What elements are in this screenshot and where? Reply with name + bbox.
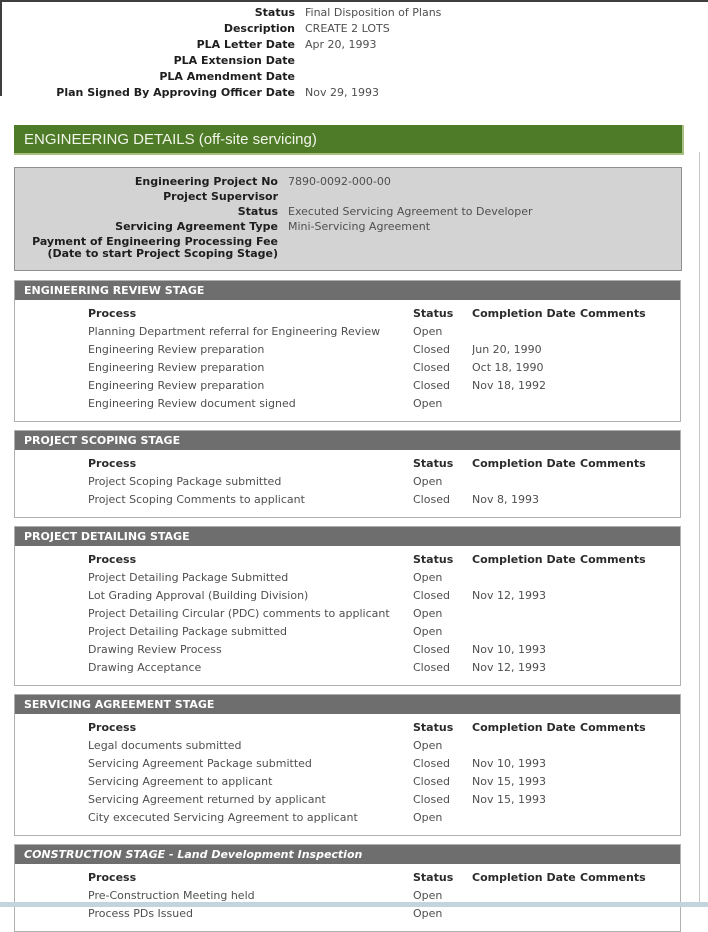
process-column-header: Process [88,721,137,734]
field-label: Status [237,205,278,218]
process-row [15,623,680,641]
comments-cell [580,659,680,677]
plan-field-row-0 [0,5,708,21]
stage-title-bar: ENGINEERING REVIEW STAGE [15,281,680,300]
process-cell: Project Detailing Package submitted [88,625,287,638]
process-row [15,773,680,791]
comments-cell [580,359,680,377]
status-cell: Closed [413,343,450,356]
status-cell: Closed [413,661,450,674]
plan-field-row-3 [0,53,708,69]
stage-section-4 [14,844,681,932]
stage-section-1 [14,430,681,518]
comments-column-header: Comments [580,553,646,566]
status-cell: Closed [413,589,450,602]
comments-cell [580,491,680,509]
process-row [15,755,680,773]
process-cell: Process PDs Issued [88,907,193,920]
completion-date-cell [472,473,580,491]
completion-date-cell: Nov 15, 1993 [472,775,546,788]
field-value: Final Disposition of Plans [305,6,442,19]
process-row [15,395,680,413]
table-header-row [15,305,680,323]
comments-cell [580,587,680,605]
plan-field-row-4 [0,69,708,85]
process-cell: City excecuted Servicing Agreement to applicant [88,811,358,824]
status-cell: Open [413,397,443,410]
status-cell: Closed [413,775,450,788]
comments-column-header: Comments [580,307,646,320]
stage-section-3 [14,694,681,836]
process-row [15,569,680,587]
table-header-row [15,551,680,569]
field-label: Payment of Engineering Processing Fee (Date to start Project Scoping Stage) [15,236,278,260]
completion-date-cell: Nov 8, 1993 [472,493,539,506]
process-cell: Planning Department referral for Engineering Review [88,325,381,338]
table-header-row [15,719,680,737]
field-label-line2: (Date to start Project Scoping Stage) [47,247,278,260]
process-row [15,491,680,509]
status-cell: Closed [413,361,450,374]
field-label: Plan Signed By Approving Officer Date [56,86,295,99]
completion-date-cell [472,809,580,827]
process-row [15,473,680,491]
completion-date-cell [472,323,580,341]
process-column-header: Process [88,307,137,320]
field-label: PLA Letter Date [196,38,295,51]
completion-date-column-header: Completion Date [472,721,576,734]
completion-date-cell: Nov 10, 1993 [472,643,546,656]
project-field-row-0 [15,174,681,189]
process-cell: Engineering Review preparation [88,361,265,374]
field-label: Engineering Project No [134,175,278,188]
table-header-row [15,869,680,887]
comments-cell [580,395,680,413]
status-cell: Open [413,325,443,338]
process-cell: Legal documents submitted [88,739,242,752]
stage-title-bar: SERVICING AGREEMENT STAGE [15,695,680,714]
completion-date-cell [472,905,580,923]
process-cell: Project Scoping Comments to applicant [88,493,305,506]
completion-date-cell [472,737,580,755]
process-column-header: Process [88,871,137,884]
comments-cell [580,773,680,791]
right-edge-line [699,152,700,907]
project-field-row-4 [15,234,681,260]
stage-table [15,305,680,413]
engineering-details-title: ENGINEERING DETAILS (off-site servicing) [24,130,317,148]
status-cell: Open [413,811,443,824]
process-row [15,323,680,341]
process-cell: Lot Grading Approval (Building Division) [88,589,309,602]
process-row [15,905,680,923]
completion-date-column-header: Completion Date [472,457,576,470]
field-label: PLA Amendment Date [159,70,295,83]
process-cell: Project Scoping Package submitted [88,475,282,488]
engineering-project-info-box [14,167,682,271]
status-cell: Closed [413,379,450,392]
process-cell: Drawing Review Process [88,643,222,656]
process-column-header: Process [88,457,137,470]
status-cell: Closed [413,757,450,770]
process-cell: Engineering Review preparation [88,379,265,392]
process-cell: Project Detailing Circular (PDC) comments to applicant [88,607,390,620]
process-cell: Servicing Agreement returned by applicant [88,793,326,806]
process-row [15,791,680,809]
completion-date-cell: Nov 18, 1992 [472,379,546,392]
status-cell: Open [413,607,443,620]
comments-cell [580,473,680,491]
completion-date-column-header: Completion Date [472,553,576,566]
process-cell: Project Detailing Package Submitted [88,571,289,584]
plan-summary-form [0,0,708,101]
field-label: Description [223,22,295,35]
comments-cell [580,623,680,641]
completion-date-cell [472,395,580,413]
process-row [15,587,680,605]
process-cell: Engineering Review preparation [88,343,265,356]
completion-date-cell [472,605,580,623]
process-row [15,737,680,755]
status-cell: Closed [413,493,450,506]
stage-title-bar: PROJECT DETAILING STAGE [15,527,680,546]
completion-date-cell: Nov 15, 1993 [472,793,546,806]
status-cell: Closed [413,643,450,656]
process-row [15,359,680,377]
field-value: Nov 29, 1993 [305,86,379,99]
comments-column-header: Comments [580,457,646,470]
status-cell: Closed [413,793,450,806]
project-field-row-2 [15,204,681,219]
completion-date-cell: Oct 18, 1990 [472,361,544,374]
stage-table [15,455,680,509]
process-row [15,341,680,359]
field-value: Executed Servicing Agreement to Developer [288,205,533,218]
table-header-row [15,455,680,473]
process-column-header: Process [88,553,137,566]
process-cell: Drawing Acceptance [88,661,202,674]
comments-cell [580,791,680,809]
process-cell: Pre-Construction Meeting held [88,889,255,902]
stage-section-0 [14,280,681,422]
plan-field-row-5 [0,85,708,101]
process-row [15,641,680,659]
completion-date-column-header: Completion Date [472,871,576,884]
project-field-row-1 [15,189,681,204]
status-column-header: Status [413,721,454,734]
field-value: Apr 20, 1993 [305,38,377,51]
status-cell: Open [413,907,443,920]
comments-cell [580,605,680,623]
comments-cell [580,641,680,659]
field-value: CREATE 2 LOTS [305,22,390,35]
status-cell: Open [413,475,443,488]
status-column-header: Status [413,871,454,884]
plan-field-row-2 [0,37,708,53]
process-cell: Engineering Review document signed [88,397,296,410]
process-row [15,377,680,395]
comments-cell [580,569,680,587]
completion-date-column-header: Completion Date [472,307,576,320]
project-field-row-3 [15,219,681,234]
field-label: Project Supervisor [163,190,278,203]
comments-cell [580,323,680,341]
stage-table [15,869,680,923]
process-row [15,605,680,623]
status-cell: Open [413,625,443,638]
comments-column-header: Comments [580,721,646,734]
field-label: Servicing Agreement Type [115,220,278,233]
process-cell: Servicing Agreement to applicant [88,775,273,788]
process-row [15,809,680,827]
left-border-line [0,0,2,96]
completion-date-cell [472,569,580,587]
completion-date-cell [472,623,580,641]
plan-field-row-1 [0,21,708,37]
comments-cell [580,341,680,359]
engineering-details-banner [14,125,684,155]
process-cell: Servicing Agreement Package submitted [88,757,312,770]
comments-cell [580,809,680,827]
comments-cell [580,755,680,773]
completion-date-cell: Jun 20, 1990 [472,343,542,356]
status-column-header: Status [413,457,454,470]
stage-table [15,719,680,827]
status-column-header: Status [413,553,454,566]
stages-container [0,280,708,932]
comments-cell [580,377,680,395]
bottom-edge-band [0,902,708,907]
comments-column-header: Comments [580,871,646,884]
field-label: PLA Extension Date [173,54,295,67]
completion-date-cell: Nov 12, 1993 [472,661,546,674]
stage-table [15,551,680,677]
completion-date-cell: Nov 12, 1993 [472,589,546,602]
field-value: 7890-0092-000-00 [288,175,391,188]
stage-section-2 [14,526,681,686]
status-cell: Open [413,571,443,584]
status-cell: Open [413,739,443,752]
status-column-header: Status [413,307,454,320]
comments-cell [580,905,680,923]
field-value: Mini-Servicing Agreement [288,220,431,233]
stage-title-bar: CONSTRUCTION STAGE - Land Development Inspection [15,845,680,864]
stage-title-bar: PROJECT SCOPING STAGE [15,431,680,450]
completion-date-cell: Nov 10, 1993 [472,757,546,770]
top-border-line [0,0,708,2]
process-row [15,659,680,677]
field-label: Status [254,6,295,19]
comments-cell [580,737,680,755]
status-cell: Open [413,889,443,902]
